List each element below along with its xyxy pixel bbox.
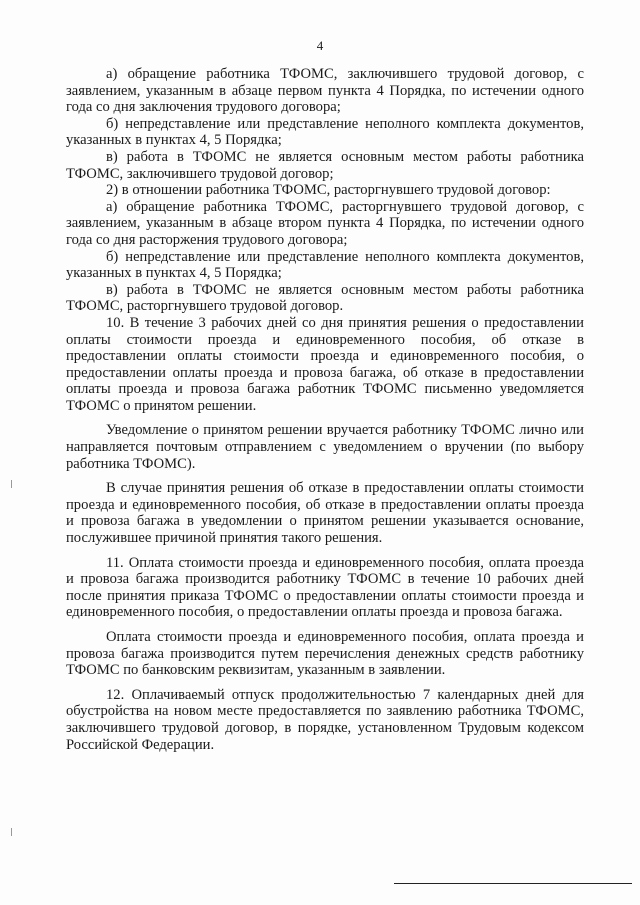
paragraph: б) непредставление или представление неполного комплекта документов, указанных в пунктах 4, 5 Порядка;: [66, 248, 584, 282]
paragraph: Оплата стоимости проезда и единовременного пособия, оплата проезда и провоза багажа производится путем перечисления денежных средств работнику ТФОМС по банковским реквизитам, указанным в заявлении.: [66, 629, 584, 679]
scan-artifact: [11, 480, 12, 488]
paragraph: а) обращение работника ТФОМС, расторгнувшего трудовой договор, с заявлением, указанным в абзаце втором пункта 4 Порядка, по истечении одного года со дня расторжения трудового договора;: [66, 198, 584, 248]
paragraph: В случае принятия решения об отказе в предоставлении оплаты стоимости проезда и единовременного пособия, об отказе в предоставлении оплаты проезда и провоза багажа в уведомлении о принятом решении указывается основание, послужившее причиной принятия такого решения.: [66, 480, 584, 547]
paragraph: в) работа в ТФОМС не является основным местом работы работника ТФОМС, заключившего трудовой договор;: [66, 148, 584, 182]
page-number: 4: [316, 38, 324, 53]
paragraph: Уведомление о принятом решении вручается работнику ТФОМС лично или направляется почтовым отправлением с уведомлением о вручении (по выбору работника ТФОМС).: [66, 422, 584, 472]
footer-rule: [394, 883, 632, 884]
paragraph: 12. Оплачиваемый отпуск продолжительностью 7 календарных дней для обустройства на новом месте предоставляется по заявлению работника ТФОМС, заключившего трудовой договор, в порядке, установленном Трудовым кодексом Российской Федерации.: [66, 686, 584, 753]
paragraph: б) непредставление или представление неполного комплекта документов, указанных в пунктах 4, 5 Порядка;: [66, 115, 584, 149]
document-body: [66, 66, 584, 753]
paragraph: а) обращение работника ТФОМС, заключившего трудовой договор, с заявлением, указанным в абзаце первом пункта 4 Порядка, по истечении одного года со дня заключения трудового договора;: [66, 66, 584, 116]
scan-artifact: [11, 828, 12, 836]
paragraph: 10. В течение 3 рабочих дней со дня принятия решения о предоставлении оплаты стоимости проезда и единовременного пособия, об отказе в предоставлении оплаты стоимости проезда и единовременного пособия, о предоставлении оплаты проезда и провоза багажа, об отказе в предоставлении оплаты проезда и провоза багажа работник ТФОМС письменно уведомляется ТФОМС о принятом решении.: [66, 314, 584, 414]
paragraph: в) работа в ТФОМС не является основным местом работы работника ТФОМС, расторгнувшего трудовой договор.: [66, 281, 584, 315]
paragraph: 2) в отношении работника ТФОМС, расторгнувшего трудовой договор:: [106, 182, 551, 199]
paragraph: 11. Оплата стоимости проезда и единовременного пособия, оплата проезда и провоза багажа производится работнику ТФОМС в течение 10 рабочих дней после принятия приказа ТФОМС о предоставлении оплаты стоимости проезда и единовременного пособия, о предоставлении оплаты проезда и провоза багажа.: [66, 554, 584, 621]
